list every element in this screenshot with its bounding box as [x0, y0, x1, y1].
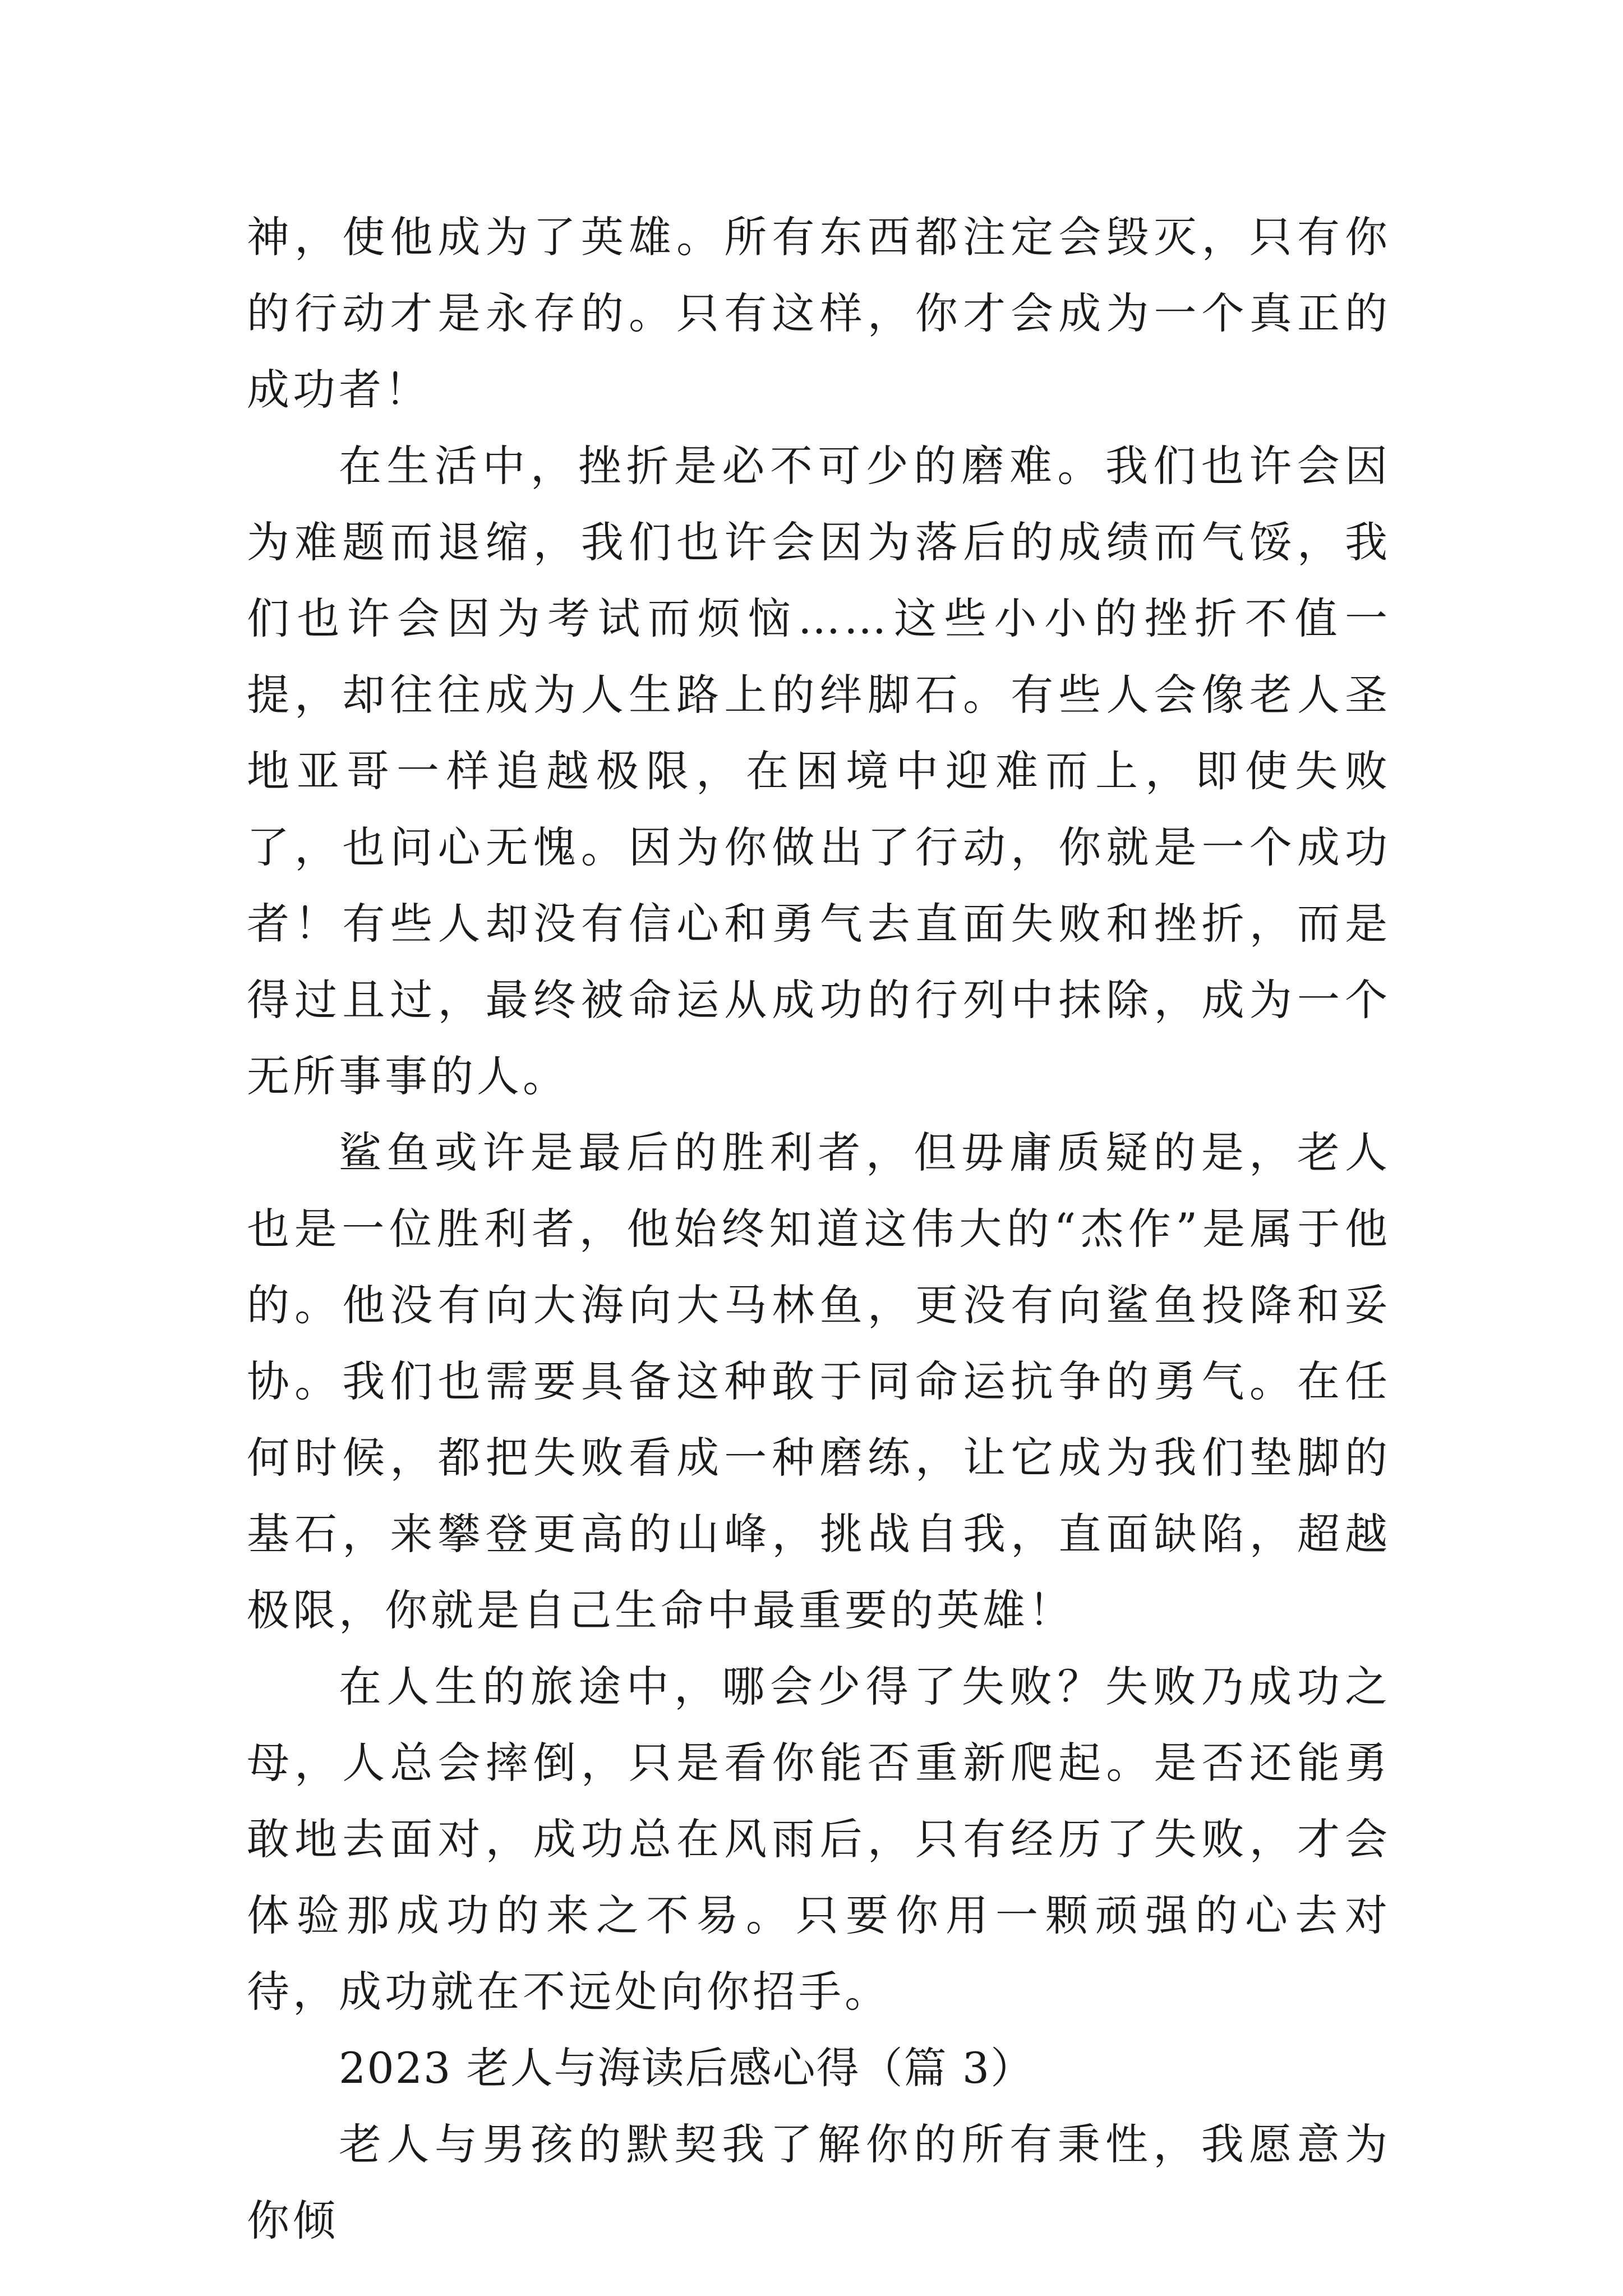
document-body [247, 199, 1391, 2259]
paragraph-4: 在人生的旅途中，哪会少得了失败？失败乃成功之母，人总会摔倒，只是看你能否重新爬起。是否还能勇敢地去面对，成功总在风雨后，只有经历了失败，才会体验那成功的来之不易。只要你用一颗顽强的心去对待，成功就在不远处向你招手。 [247, 1662, 1391, 2017]
paragraph-1: 神，使他成为了英雄。所有东西都注定会毁灭，只有你的行动才是永存的。只有这样，你才会成为一个真正的成功者！ [247, 212, 1391, 415]
paragraph-5: 老人与男孩的默契我了解你的所有秉性，我愿意为你倾 [247, 2119, 1391, 2246]
paragraph-2: 在生活中，挫折是必不可少的磨难。我们也许会因为难题而退缩，我们也许会因为落后的成绩而气馁，我们也许会因为考试而烦恼……这些小小的挫折不值一提，却往往成为人生路上的绊脚石。有些人会像老人圣地亚哥一样追越极限，在困境中迎难而上，即使失败了，也问心无愧。因为你做出了行动，你就是一个成功者！有些人却没有信心和勇气去直面失败和挫折，而是得过且过，最终被命运从成功的行列中抹除，成为一个无所事事的人。 [247, 441, 1391, 1101]
section-heading: 2023 老人与海读后感心得（篇 3） [339, 2043, 1035, 2093]
paragraph-3: 鲨鱼或许是最后的胜利者，但毋庸质疑的是，老人也是一位胜利者，他始终知道这伟大的“杰作”是属于他的。他没有向大海向大马林鱼，更没有向鲨鱼投降和妥协。我们也需要具备这种敢于同命运抗争的勇气。在任何时候，都把失败看成一种磨练，让它成为我们垫脚的基石，来攀登更高的山峰，挑战自我，直面缺陷，超越极限，你就是自己生命中最重要的英雄！ [247, 1128, 1391, 1635]
